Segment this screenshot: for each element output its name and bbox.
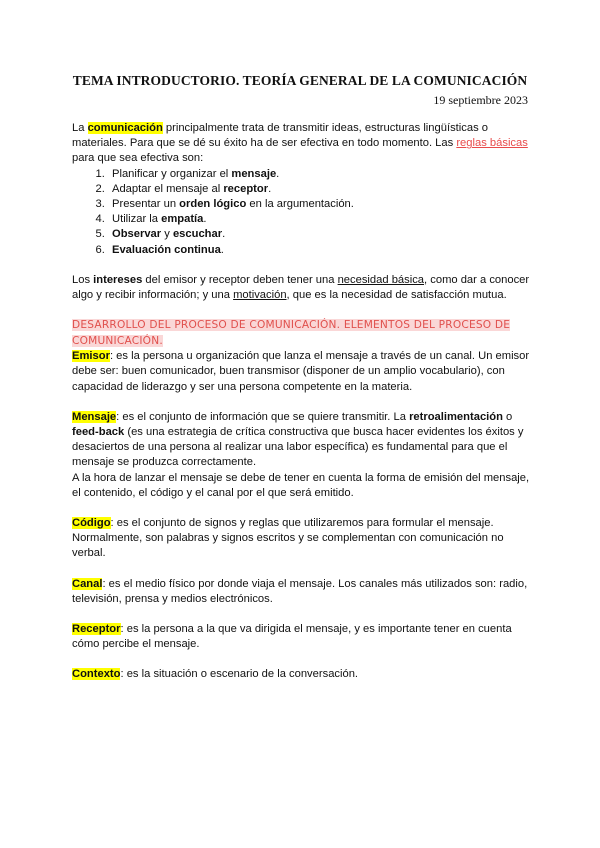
rules-list <box>72 167 532 258</box>
highlight-mensaje: Mensaje <box>72 410 117 423</box>
list-item: 3. Presentar un orden lógico en la argumentación. <box>108 197 532 212</box>
document-date: 19 septiembre 2023 <box>433 93 528 107</box>
contexto-paragraph: Contexto: es la situación o escenario de la conversación. <box>72 668 359 681</box>
highlight-receptor: Receptor <box>72 623 121 636</box>
list-item: 1. Planificar y organizar el mensaje. <box>108 167 532 182</box>
canal-paragraph: Canal: es el medio físico por donde viaja el mensaje. Los canales más utilizados son: radio, televisión, prensa y medios electrónicos. <box>72 577 528 605</box>
document-title: TEMA INTRODUCTORIO. TEORÍA GENERAL DE LA COMUNICACIÓN <box>72 73 528 88</box>
interests-paragraph: Los intereses del emisor y receptor deben tener una necesidad básica, como dar a conocer algo y recibir información; y una motivación, que es la necesidad de satisfacción mutua. <box>72 273 530 302</box>
emisor-paragraph: Emisor: es la persona u organización que lanza el mensaje a través de un canal. Un emisor debe ser: buen comunicador, buen transmisor (disponer de un amplio vocabulario), con capacidad de liderazgo y ser una persona competente en la materia. <box>72 350 530 393</box>
list-item: 2. Adaptar el mensaje al receptor. <box>108 182 532 197</box>
highlight-comunicacion: comunicación <box>87 122 163 134</box>
highlight-canal: Canal <box>72 577 103 590</box>
highlight-contexto: Contexto <box>72 668 121 681</box>
list-item: 6. Evaluación continua. <box>108 243 532 258</box>
list-item: 5. Observar y escuchar. <box>108 227 532 242</box>
receptor-paragraph: Receptor: es la persona a la que va dirigida el mensaje, y es importante tener en cuenta cómo percibe el mensaje. <box>72 623 512 651</box>
section-heading: DESARROLLO DEL PROCESO DE COMUNICACIÓN. ELEMENTOS DEL PROCESO DE COMUNICACIÓN. <box>72 319 511 347</box>
codigo-paragraph: Código: es el conjunto de signos y reglas que utilizaremos para formular el mensaje. Normalmente, son palabras y signos escritos y se complementan con comunicación no verbal. <box>72 517 504 560</box>
document-body <box>72 121 532 683</box>
link-reglas-basicas[interactable]: reglas básicas <box>456 137 528 150</box>
mensaje-paragraph: Mensaje: es el conjunto de información que se quiere transmitir. La retroalimentación o feed-back (es una estrategia de crítica constructiva que busca hacer evidentes los éxitos y desaciertos de una persona al realizar una labor específica) es fundamental para que el mensaje se produzca correctamente. <box>72 410 524 469</box>
list-item: 4. Utilizar la empatía. <box>108 212 532 227</box>
mensaje-paragraph-2: A la hora de lanzar el mensaje se debe de tener en cuenta la forma de emisión del mensaje, el contenido, el código y el canal por el que será emitido. <box>72 471 530 499</box>
highlight-emisor: Emisor <box>72 350 110 363</box>
highlight-codigo: Código <box>72 517 111 530</box>
intro-paragraph: La comunicación principalmente trata de transmitir ideas, estructuras lingüísticas o materiales. Para que se dé su éxito ha de ser efectiva en todo momento. Las reglas básicas para que sea efectiva son: <box>72 122 528 165</box>
